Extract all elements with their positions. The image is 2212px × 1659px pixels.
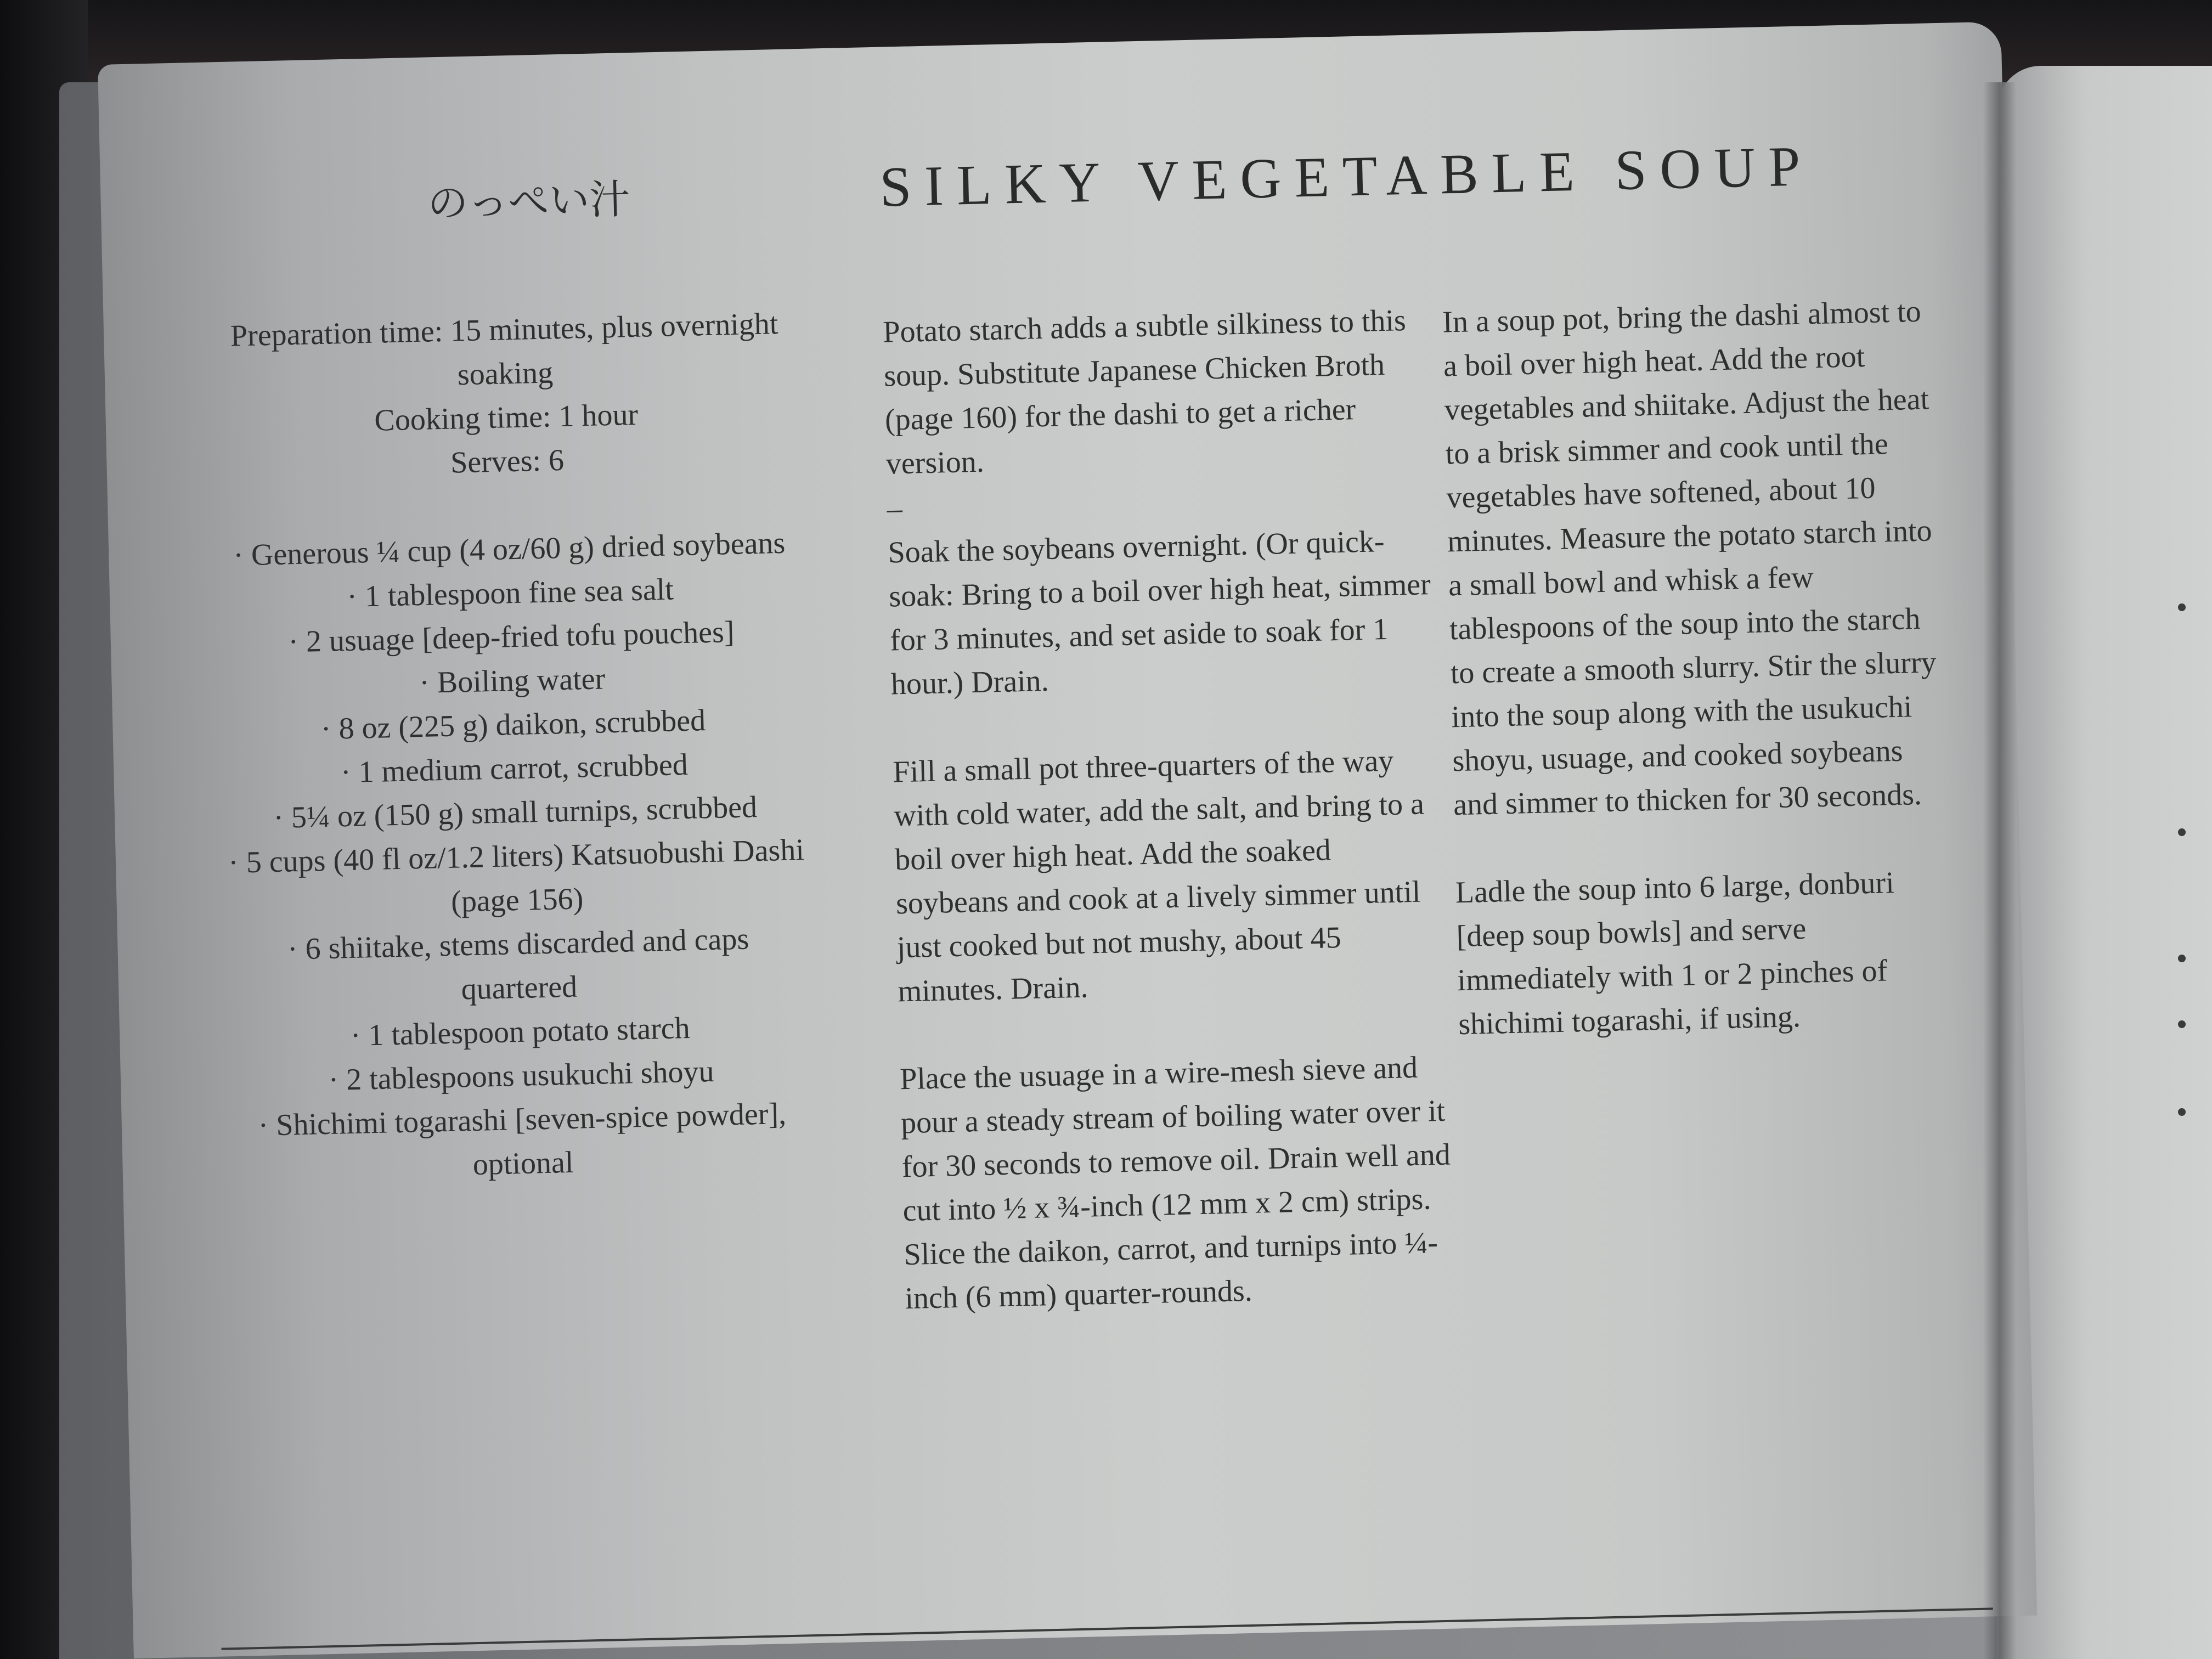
ingredient-item: · 1 tablespoon fine sea salt [219,565,802,622]
ingredient-item: · 5 cups (40 fl oz/1.2 liters) Katsuobushi Dashi (page 156) [225,828,808,929]
ingredient-item: · 5¼ oz (150 g) small turnips, scrubbed [224,784,806,841]
ingredient-item: · Boiling water [221,652,804,709]
book-page [98,21,2037,1658]
recipe-title: SILKY VEGETABLE SOUP [879,134,1814,219]
bullet-mark [2178,955,2186,962]
japanese-title: のっぺい汁 [427,176,631,228]
bullet-mark [2178,828,2186,836]
cooking-time: Cooking time: 1 hour [374,397,639,438]
page-gutter [1983,82,2016,1659]
step-paragraph: In a soup pot, bring the dashi almost to a boil over high heat. Add the root vegetables and shiitake. Adjust the heat to a brisk simmer and cook until the vegetables have softened, about 10 minutes. Measure the potato starch into a small bowl and whisk a few tablespoons of the soup into the starch to create a smooth slurry. Stir the slurry into the soup along with the usukuchi shoyu, usuage, and cooked soybeans and simmer to thicken for 30 seconds. [1442,294,1937,822]
ingredient-item: · 2 tablespoons usukuchi shoyu [230,1047,812,1104]
ingredients-column [213,301,814,1192]
ingredient-item: · Shichimi togarashi [seven-spice powder], optional [231,1091,814,1192]
preparation-time: Preparation time: 15 minutes, plus overnight soaking [230,306,778,392]
ingredient-item: · 2 usuage [deep-fried tofu pouches] [220,608,803,665]
bullet-mark [2178,1108,2186,1116]
bullet-mark [2178,603,2186,611]
ingredient-item: · 8 oz (225 g) daikon, scrubbed [222,696,805,753]
method-column-2 [1442,289,1953,1090]
ingredient-item: · 1 medium carrot, scrubbed [223,740,806,797]
section-separator: – [887,491,903,526]
method-column-1 [883,298,1455,1364]
step-paragraph: Ladle the soup into 6 large, donburi [deep soup bowls] and serve immediately with 1 or 2 pinches of shichimi togarashi, if using. [1455,866,1895,1042]
ingredient-item: · Generous ¼ cup (4 oz/60 g) dried soybeans [218,521,800,578]
bullet-mark [2178,1020,2186,1028]
ingredient-item: · 1 tablespoon potato starch [229,1003,811,1060]
step-paragraph: Place the usuage in a wire-mesh sieve and pour a steady stream of boiling water over it for 30 seconds to remove oil. Drain well and cut into ½ x ¾-inch (12 mm x 2 cm) strips. Slice the daikon, carrot, and turnips into ¼-inch (6 mm) quarter-rounds. [899,1050,1451,1316]
serves: Serves: 6 [450,443,565,480]
step-paragraph: Fill a small pot three-quarters of the way with cold water, add the salt, and bring to a boil over high heat. Add the soaked soybeans and cook at a lively simmer until just cooked but not mushy, about 45 minutes. Drain. [892,743,1425,1009]
step-paragraph: Soak the soybeans overnight. (Or quick-soak: Bring to a boil over high heat, simmer for 3 minutes, and set aside to soak for 1 hour.) Drain. [887,524,1431,702]
ingredient-item: · 6 shiitake, stems discarded and caps quartered [227,916,810,1017]
intro-paragraph: Potato starch adds a subtle silkiness to this soup. Substitute Japanese Chicken Broth (page 160) for the dashi to get a richer version. [882,303,1407,481]
ingredient-list [218,521,814,1192]
recipe-meta [213,301,798,490]
